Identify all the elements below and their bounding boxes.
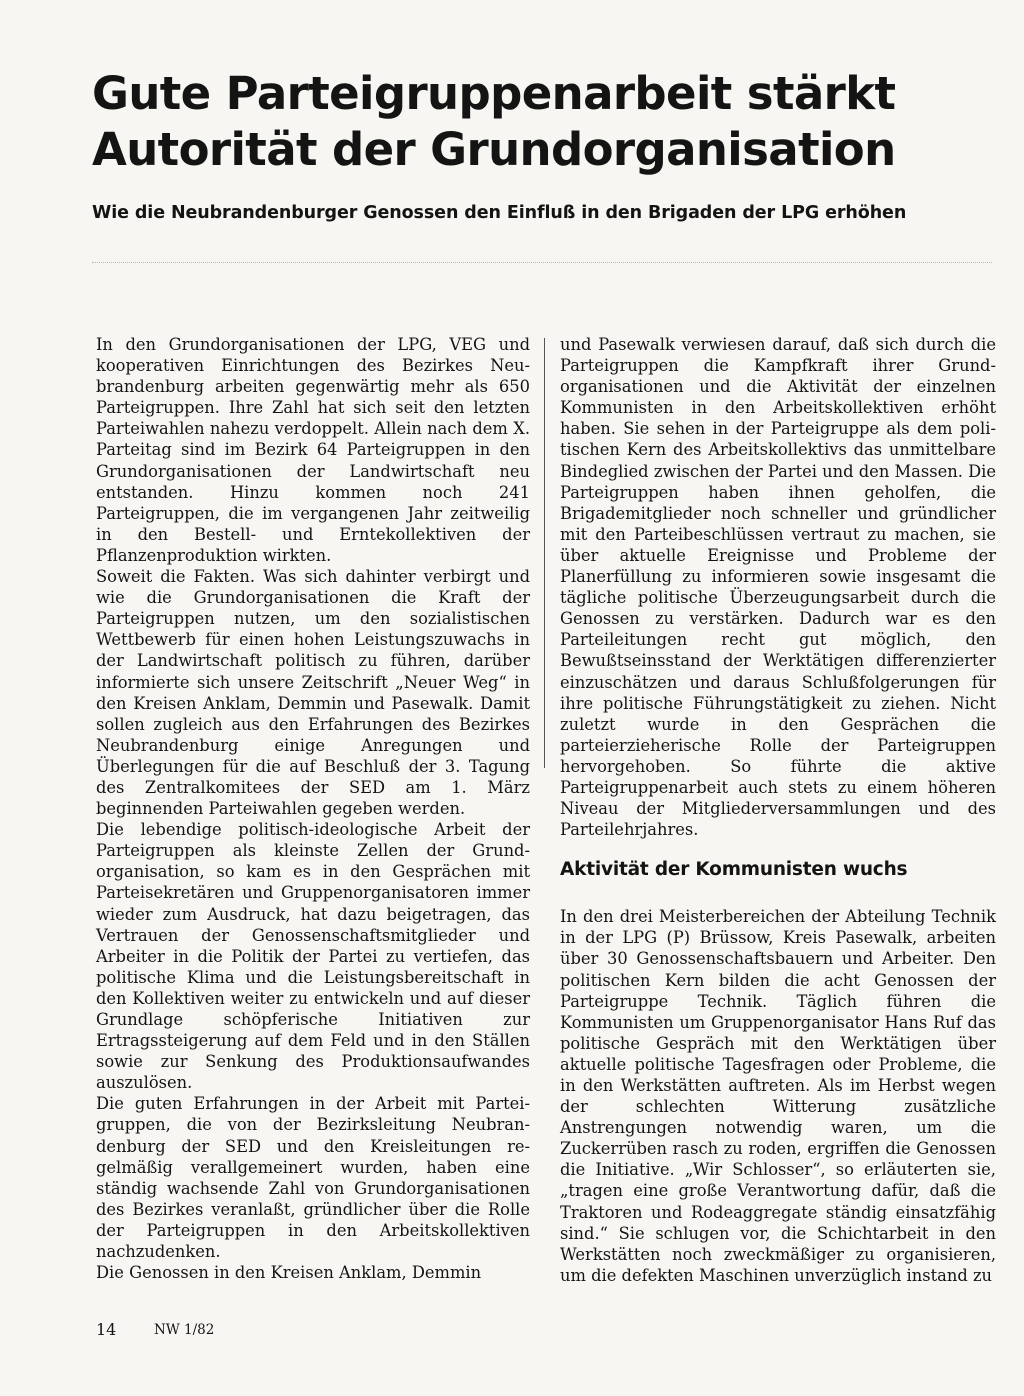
paragraph: In den Grundorganisationen der LPG, VEG und kooperativen Einrichtungen des Bezirkes Neubrandenburg arbeiten gegenwärtig mehr als 650 Parteigruppen. Ihre Zahl hat sich seit den letzten Parteiwahlen nahezu verdoppelt. Allein nach dem X. Parteitag sind im Bezirk 64 Parteigruppen in den Grundorganisationen der Landwirtschaft neu entstanden. Hinzu kommen noch 241 Parteigruppen, die im vergangenen Jahr zeitweilig in den Bestell- und Erntekollektiven der Pflanzenproduktion wirkten. bbox=[96, 335, 530, 565]
left-column bbox=[96, 334, 530, 1283]
article-subtitle: Wie die Neubrandenburger Genossen den Einfluß in den Brigaden der LPG erhöhen bbox=[92, 203, 907, 223]
paragraph: und Pasewalk verwiesen darauf, daß sich durch die Parteigruppen die Kampfkraft ihrer Grundorganisationen und die Aktivität der einzelnen Kommunisten in den Arbeitskollektiven erhöht haben. Sie sehen in der Parteigruppe als dem politischen Kern des Arbeitskollektivs das unmittelbare Bindeglied zwischen der Partei und den Massen. Die Parteigruppen haben ihnen geholfen, die Brigademitglieder noch schneller und gründlicher mit den Parteibeschlüssen vertraut zu machen, sie über aktuelle Ereignisse und Probleme der Planerfüllung zu informieren sowie insgesamt die tägliche politische Überzeugungsarbeit durch die Genossen zu verstärken. Dadurch war es den Parteileitungen recht gut möglich, den Bewußtseinsstand der Werktätigen differenzierter einzuschätzen und daraus Schlußfolgerungen für ihre politische Führungstätigkeit zu ziehen. Nicht zuletzt wurde in den Gesprächen die parteierzieherische Rolle der Parteigruppen hervorgehoben. So führte die aktive Parteigruppenarbeit auch stets zu einem höheren Niveau der Mitgliederversammlungen und des Parteilehrjahres. bbox=[560, 335, 996, 840]
section-heading: Aktivität der Kommunisten wuchs bbox=[560, 859, 908, 881]
header-rule bbox=[92, 262, 992, 263]
paragraph: Die lebendige politisch-ideologische Arbeit der Parteigruppen als kleinste Zellen der Grundorganisation, so kam es in den Gesprächen mit Parteisekretären und Gruppenorganisatoren immer wieder zum Ausdruck, hat dazu beigetragen, das Vertrauen der Genossenschaftsmitglieder und Arbeiter in die Politik der Partei zu vertiefen, das politische Klima und die Leistungsbereitschaft in den Kollektiven weiter zu entwickeln und auf dieser Grundlage schöpferische Initiativen zur Ertragssteigerung auf dem Feld und in den Ställen sowie zur Senkung des Produktionsaufwandes auszulösen. bbox=[96, 820, 530, 1093]
article-title-line-2: Autorität der Grundorganisation bbox=[92, 123, 896, 176]
right-column bbox=[560, 334, 996, 1286]
column-divider bbox=[544, 338, 545, 768]
paragraph: Soweit die Fakten. Was sich dahinter verbirgt und wie die Grundorganisationen die Kraft der Parteigruppen nutzen, um den sozialistischen Wettbewerb für einen hohen Leistungszuwachs in der Landwirtschaft politisch zu führen, darüber informierte sich unsere Zeitschrift „Neuer Weg“ in den Kreisen Anklam, Demmin und Pasewalk. Damit sollen zugleich aus den Erfahrungen des Bezirkes Neubrandenburg einige Anregungen und Überlegungen für die auf Beschluß der 3. Tagung des Zentralkomitees der SED am 1. März beginnenden Parteiwahlen gegeben werden. bbox=[96, 567, 530, 819]
paragraph: Die Genossen in den Kreisen Anklam, Demmin bbox=[96, 1263, 482, 1283]
paragraph: In den drei Meisterbereichen der Abteilung Technik in der LPG (P) Brüssow, Kreis Pasewalk, arbeiten über 30 Genossenschaftsbauern und Arbeiter. Den politischen Kern bilden die acht Genossen der Parteigruppe Technik. Täglich führen die Kommunisten um Gruppenorganisator Hans Ruf das politische Gespräch mit den Werktätigen über aktuelle politische Tagesfragen oder Probleme, die in den Werkstätten auftreten. Als im Herbst wegen der schlechten Witterung zusätzliche Anstrengungen notwendig waren, um die Zuckerrüben rasch zu roden, ergriffen die Genossen die Initiative. „Wir Schlosser“, so erläuterten sie, „tragen eine große Verantwortung dafür, daß die Traktoren und Rodeaggregate ständig einsatzfähig sind.“ Sie schlugen vor, die Schichtarbeit in den Werkstätten noch zweckmäßiger zu organisieren, um die defekten Maschinen unverzüglich instand zu bbox=[560, 907, 996, 1285]
article-title bbox=[92, 66, 972, 178]
article-title-line-1: Gute Parteigruppenarbeit stärkt bbox=[92, 67, 896, 120]
paragraph: Die guten Erfahrungen in der Arbeit mit Parteigruppen, die von der Bezirksleitung Neubrandenburg der SED und den Kreisleitungen regelmäßig verallgemeinert wurden, haben eine ständig wachsende Zahl von Grundorganisationen des Bezirkes veranlaßt, gründlicher über die Rolle der Parteigruppen in den Arbeitskollektiven nachzudenken. bbox=[96, 1094, 530, 1262]
issue-label: NW 1/82 bbox=[154, 1322, 215, 1338]
page-number: 14 bbox=[96, 1320, 117, 1339]
